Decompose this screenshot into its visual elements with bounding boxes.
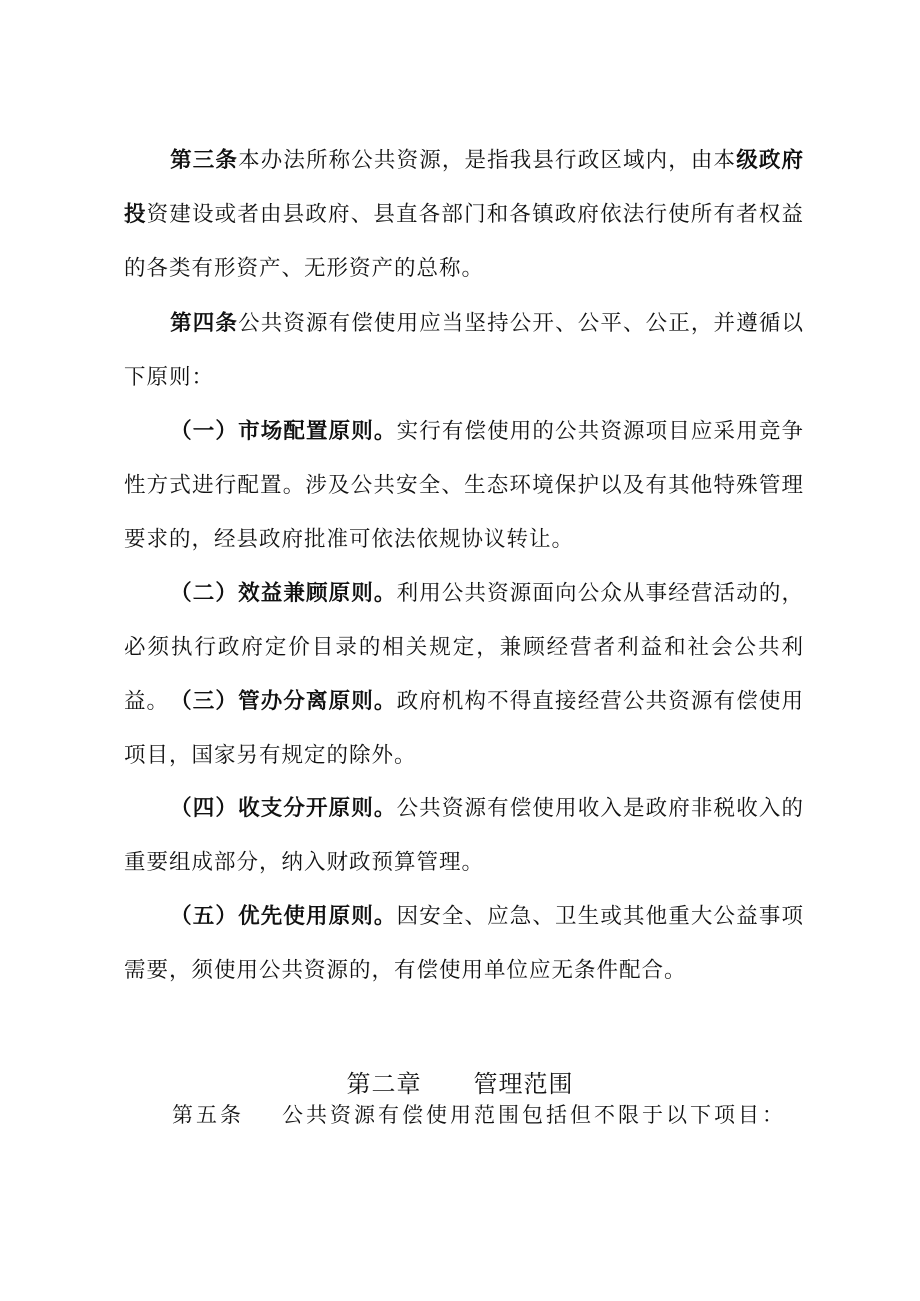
article-4-text: 公共资源有偿使用应当坚持公开、公平、公正，并遵循以下原则： (124, 311, 804, 390)
principle-3-heading: （三）管办分离原则。 (170, 689, 397, 714)
article-5-title: 第五条 (172, 1103, 244, 1127)
principle-4-text: 公共资源有偿使用收入是政府非税收入的重要组成部分，纳入财政预算管理。 (124, 796, 804, 875)
principle-1-text: 实行有偿使用的公共资源项目应采用竞争性方式进行配置。涉及公共安全、生态环境保护以及有其他特殊管理要求的，经县政府批准可依法依规协议转让。 (124, 419, 804, 552)
article-3-text-a: 本办法所称公共资源，是指我县行政区域内，由本 (238, 148, 737, 173)
principle-1 (124, 405, 804, 567)
principle-4-heading: （四）收支分开原则。 (170, 796, 397, 821)
article-3 (124, 134, 804, 296)
chapter-heading (0, 1068, 920, 1102)
principle-3 (124, 675, 804, 783)
principle-4 (124, 782, 804, 890)
article-5-text: 公共资源有偿使用范围包括但不限于以下项目： (282, 1103, 786, 1127)
principle-2-text: 利用公共资源面向公众从事经营活动的，必须执行政府定价目录的相关规定，兼顾经营者利益和社会公共利益。 (124, 581, 804, 714)
article-4 (124, 297, 804, 405)
principle-3-text: 政府机构不得直接经营公共资源有偿使用项目，国家另有规定的除外。 (124, 689, 804, 768)
principle-2-heading: （二）效益兼顾原则。 (170, 581, 397, 606)
article-3-title: 第三条 (170, 148, 239, 173)
article-5 (172, 1098, 786, 1132)
principle-5-text: 因安全、应急、卫生或其他重大公益事项需要，须使用公共资源的，有偿使用单位应无条件配合。 (124, 904, 804, 983)
article-3-bold-phrase: 级政府投 (124, 148, 804, 227)
article-3-text-b: 资建设或者由县政府、县直各部门和各镇政府依法行使所有者权益的各类有形资产、无形资产的总称。 (124, 202, 804, 281)
chapter-title: 管理范围 (473, 1071, 574, 1098)
chapter-number: 第二章 (346, 1071, 422, 1098)
principle-5 (124, 890, 804, 998)
principle-5-heading: （五）优先使用原则。 (170, 904, 397, 929)
principle-1-heading: （一）市场配置原则。 (170, 419, 397, 444)
article-4-title: 第四条 (170, 311, 239, 336)
